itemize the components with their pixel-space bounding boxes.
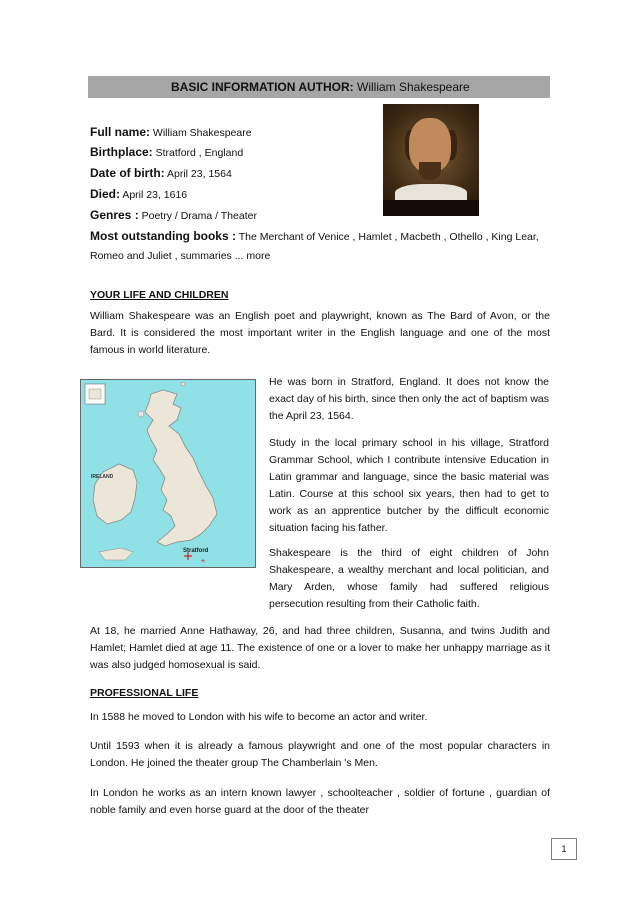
books-row-continued: Romeo and Juliet , summaries ... more: [90, 250, 271, 262]
date-of-birth-row: Date of birth: April 23, 1564: [90, 166, 232, 180]
died-row: Died: April 23, 1616: [90, 187, 188, 201]
shakespeare-portrait: [383, 104, 479, 216]
map-label-ireland: IRELAND: [91, 474, 114, 480]
page-number: 1: [551, 838, 577, 860]
study-paragraph: Study in the local primary school in his village, Stratford Grammar School, which I contribute intensive Education in Latin grammar and language, since the basic material was Latin. Course at this school six years, then had to get to work as an apprentice butcher by the difficult economic situation facing his father.: [269, 437, 549, 534]
title-label: BASIC INFORMATION AUTHOR: William Shakespeare: [171, 80, 470, 94]
map-label-stratford: Stratford: [183, 548, 209, 554]
title-bar: [88, 76, 550, 98]
books-row: Most outstanding books : The Merchant of Venice , Hamlet , Macbeth , Othello , King Lear,: [90, 229, 539, 243]
genres-row: Genres : Poetry / Drama / Theater: [90, 208, 257, 222]
intro-paragraph: William Shakespeare was an English poet and playwright, known as The Bard of Avon, or the Bard. It is considered the most important writer in the English language and one of the most famous in world literature.: [90, 310, 550, 356]
author-name: William Shakespeare: [353, 80, 470, 94]
professional-paragraph-2: Until 1593 when it is already a famous playwright and one of the most popular characters in London. He joined the theater group The Chamberlain 's Men.: [90, 740, 550, 769]
married-paragraph: At 18, he married Anne Hathaway, 26, and had three children, Susanna, and twins Judith and Hamlet; Hamlet died at age 11. The existence of one or a lover to make her unhappy marriage as it was also judged homosexual is said.: [90, 625, 550, 671]
professional-paragraph-1: In 1588 he moved to London with his wife to become an actor and writer.: [90, 711, 428, 723]
full-name-row: Full name: William Shakespeare: [90, 125, 252, 139]
location-marker-icon: +: [201, 558, 206, 565]
section-heading-professional: PROFESSIONAL LIFE: [90, 687, 199, 699]
section-heading-life: YOUR LIFE AND CHILDREN: [90, 289, 229, 301]
birthplace-row: Birthplace: Stratford , England: [90, 145, 244, 159]
professional-paragraph-3: In London he works as an intern known lawyer , schoolteacher , soldier of fortune , guardian of noble family and even horse guard at the door of the theater: [90, 787, 550, 816]
uk-map: [80, 379, 256, 568]
born-paragraph: He was born in Stratford, England. It does not know the exact day of his birth, since then only the act of baptism was the April 23, 1564.: [269, 376, 549, 422]
third-child-paragraph: Shakespeare is the third of eight children of John Shakespeare, a wealthy merchant and local politician, and Mary Arden, whose family had suffered religious persecution resulting from their Catholic faith.: [269, 547, 549, 610]
